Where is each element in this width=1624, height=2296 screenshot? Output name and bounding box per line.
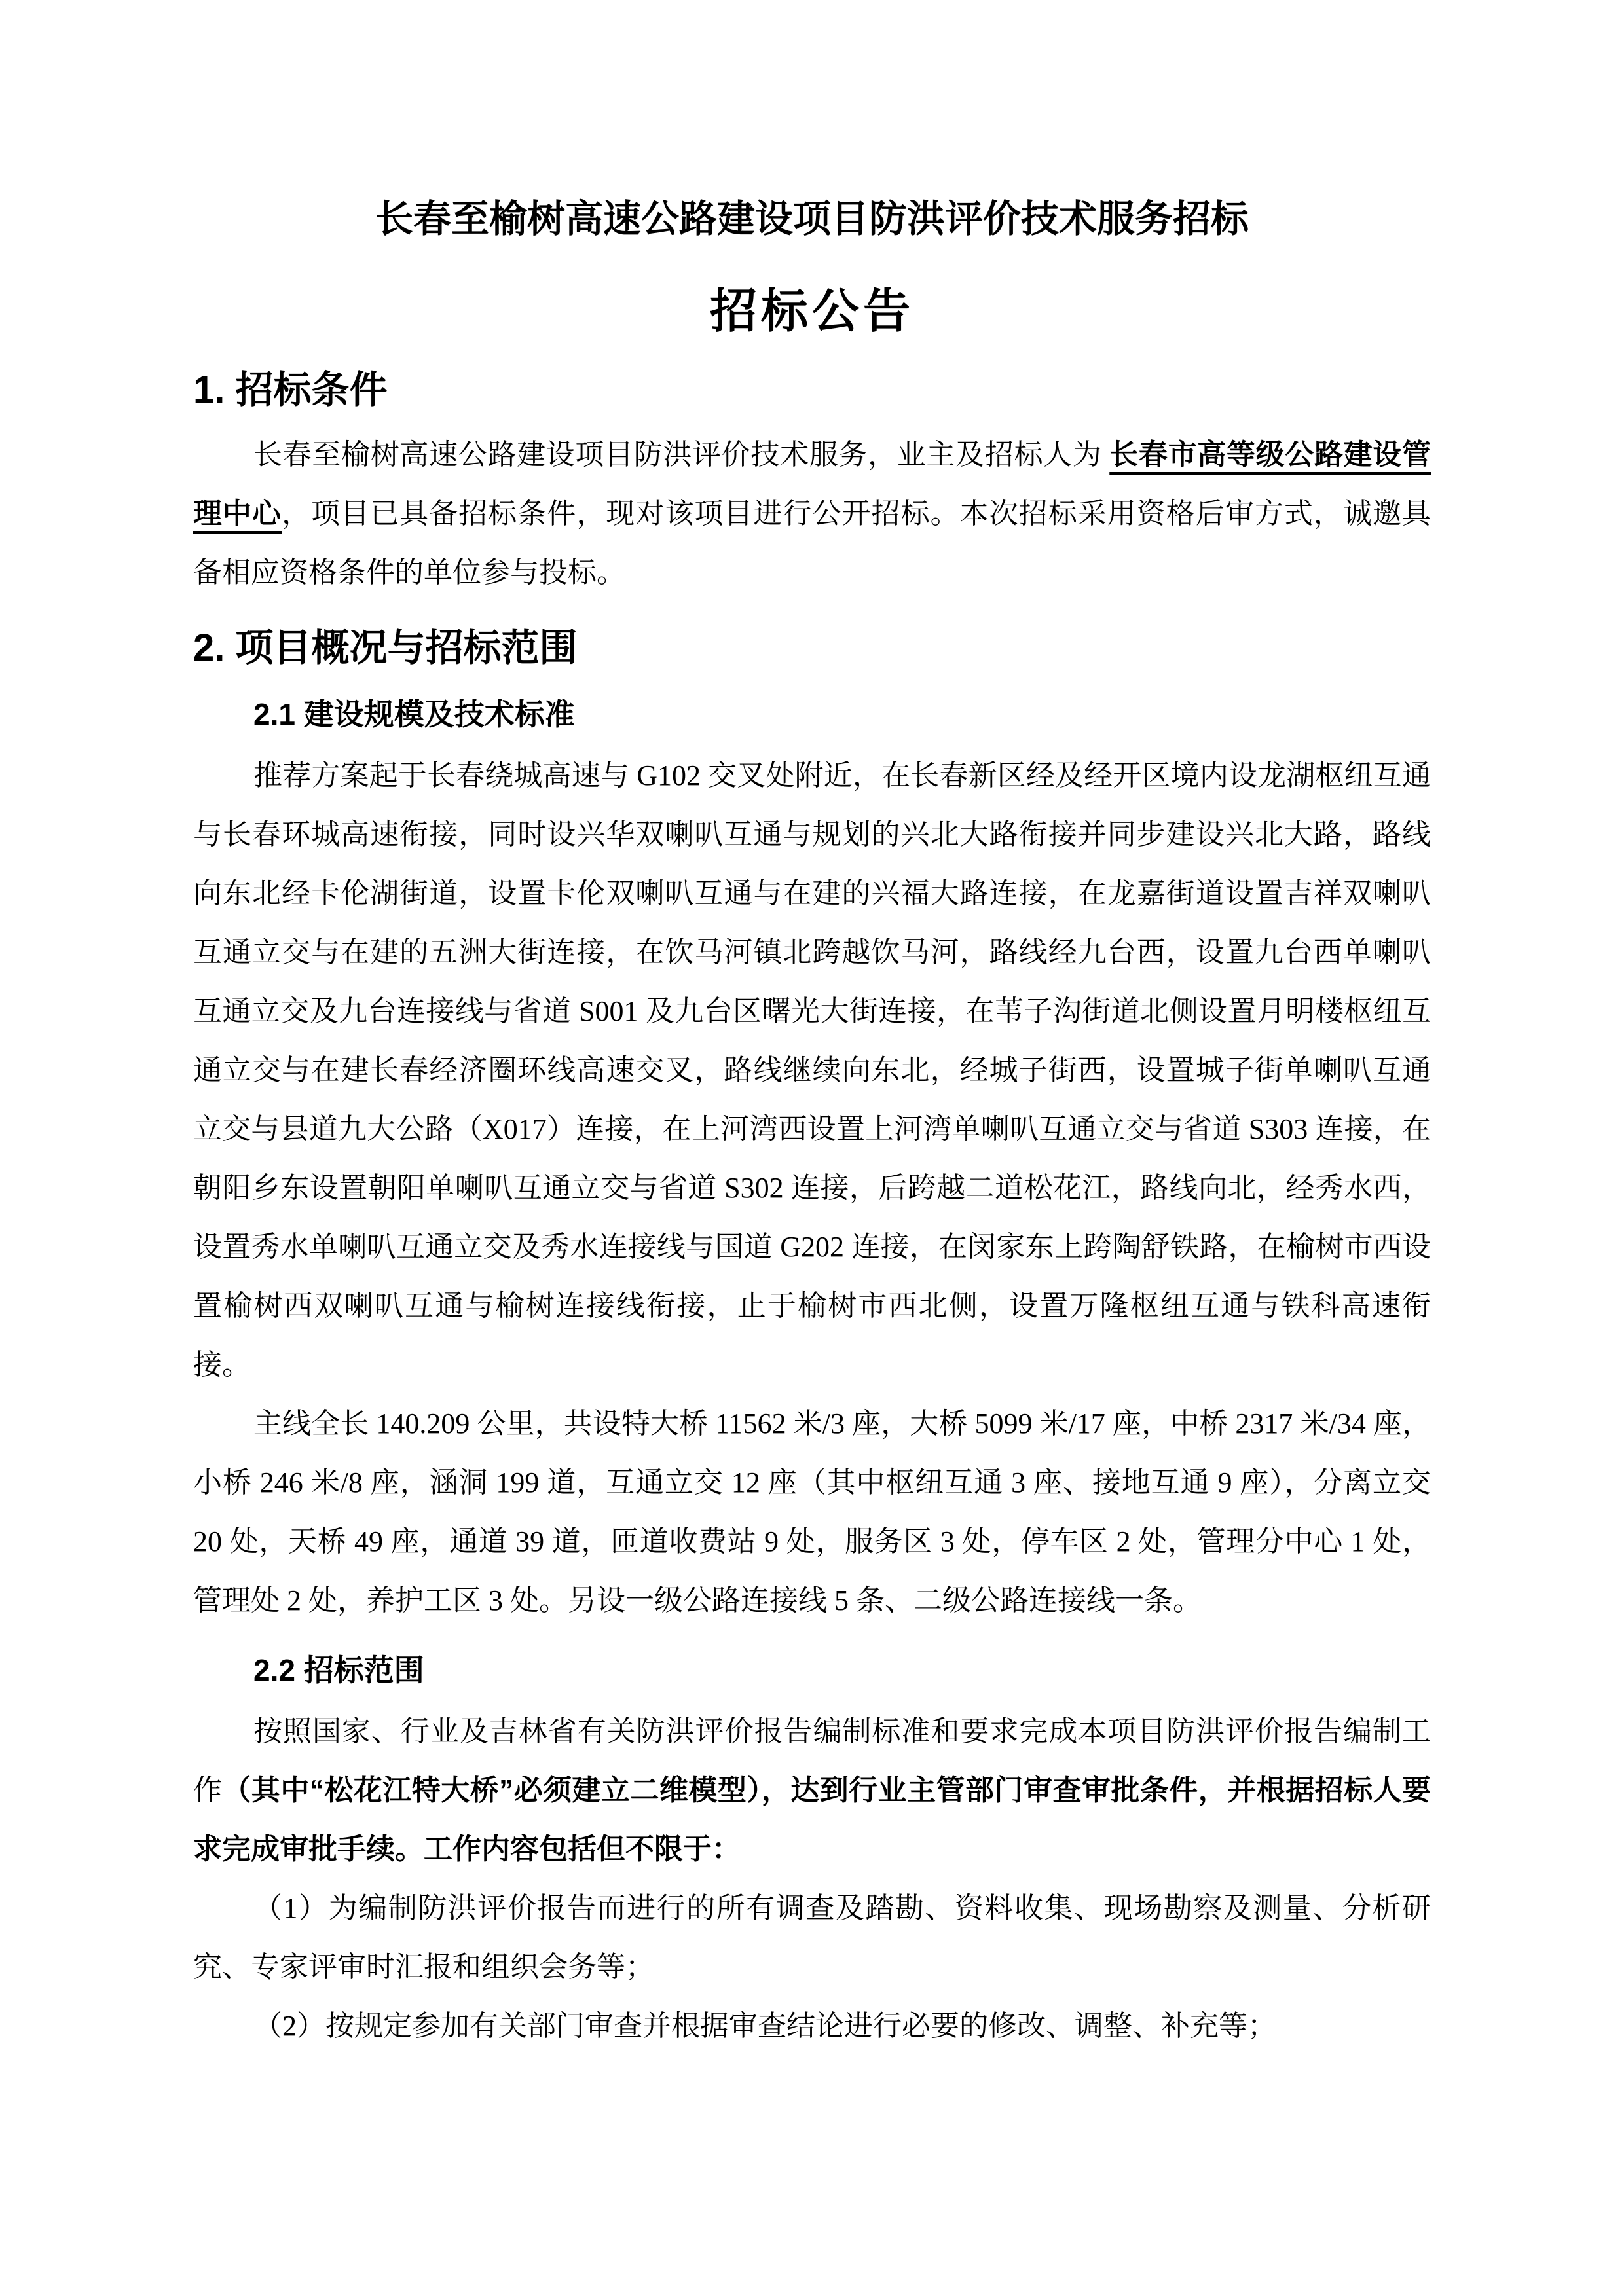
bid-scope-paragraph [193,1702,1431,1879]
section-1-paragraph [193,426,1431,602]
section-2-2-heading: 2.2 招标范围 [253,1653,424,1687]
document-title: 长春至榆树高速公路建设项目防洪评价技术服务招标 [375,198,1249,240]
work-item-1: （1）为编制防洪评价报告而进行的所有调查及踏勘、资料收集、现场勘察及测量、分析研究、专家评审时汇报和组织会务等； [193,1892,1431,1983]
bid-scope-normal-text: 按照国家、行业及吉林省有关防洪评价报告编制标准和要求完成本项目防洪评价报告编制工作 [193,1715,1431,1806]
section-2-heading: 2. 项目概况与招标范围 [193,627,578,669]
section-2-1-heading: 2.1 建设规模及技术标准 [253,697,575,731]
tenderee-name: 长春市高等级公路建设管理中心 [193,439,1431,530]
tender-conditions-text: ，项目已具备招标条件，现对该项目进行公开招标。本次招标采用资格后审方式，诚邀具备相应资格条件的单位参与投标。 [193,498,1431,589]
work-item-2: （2）按规定参加有关部门审查并根据审查结论进行必要的修改、调整、补充等； [253,2010,1276,2042]
bid-scope-bold-text: （其中“松花江特大桥”必须建立二维模型），达到行业主管部门审查审批条件，并根据招标人要求完成审批手续。工作内容包括但不限于： [193,1774,1431,1865]
tender-intro-text: 长春至榆树高速公路建设项目防洪评价技术服务，业主及招标人为 [253,439,1110,471]
document-subtitle: 招标公告 [709,285,914,338]
route-description-paragraph: 推荐方案起于长春绕城高速与 G102 交叉处附近，在长春新区经及经开区境内设龙湖枢纽互通与长春环城高速衔接，同时设兴华双喇叭互通与规划的兴北大路衔接并同步建设兴北大路，路线向东北经卡伦湖街道，设置卡伦双喇叭互通与在建的兴福大路连接，在龙嘉街道设置吉祥双喇叭互通立交与在建的五洲大街连接，在饮马河镇北跨越饮马河，路线经九台西，设置九台西单喇叭互通立交及九台连接线与省道 S001 及九台区曙光大街连接，在苇子沟街道北侧设置月明楼枢纽互通立交与在建长春经济圈环线高速交叉，路线继续向东北，经城子街西，设置城子街单喇叭互通立交与县道九大公路（X017）连接，在上河湾西设置上河湾单喇叭互通立交与省道 S303 连接，在朝阳乡东设置朝阳单喇叭互通立交与省道 S302 连接，后跨越二道松花江，路线向北，经秀水西，设置秀水单喇叭互通立交及秀水连接线与国道 G202 连接，在闵家东上跨陶舒铁路，在榆树市西设置榆树西双喇叭互通与榆树连接线衔接，止于榆树市西北侧，设置万隆枢纽互通与铁科高速衔接。 [193,759,1431,1381]
section-1-heading: 1. 招标条件 [193,369,388,411]
mainline-statistics-paragraph: 主线全长 140.209 公里，共设特大桥 11562 米/3 座，大桥 5099 米/17 座，中桥 2317 米/34 座，小桥 246 米/8 座，涵洞 199 道，互通立交 12 座（其中枢纽互通 3 座、接地互通 9 座），分离立交 20 处，天桥 49 座，通道 39 道，匝道收费站 9 处，服务区 3 处，停车区 2 处，管理分中心 1 处，管理处 2 处，养护工区 3 处。另设一级公路连接线 5 条、二级公路连接线一条。 [193,1408,1431,1616]
